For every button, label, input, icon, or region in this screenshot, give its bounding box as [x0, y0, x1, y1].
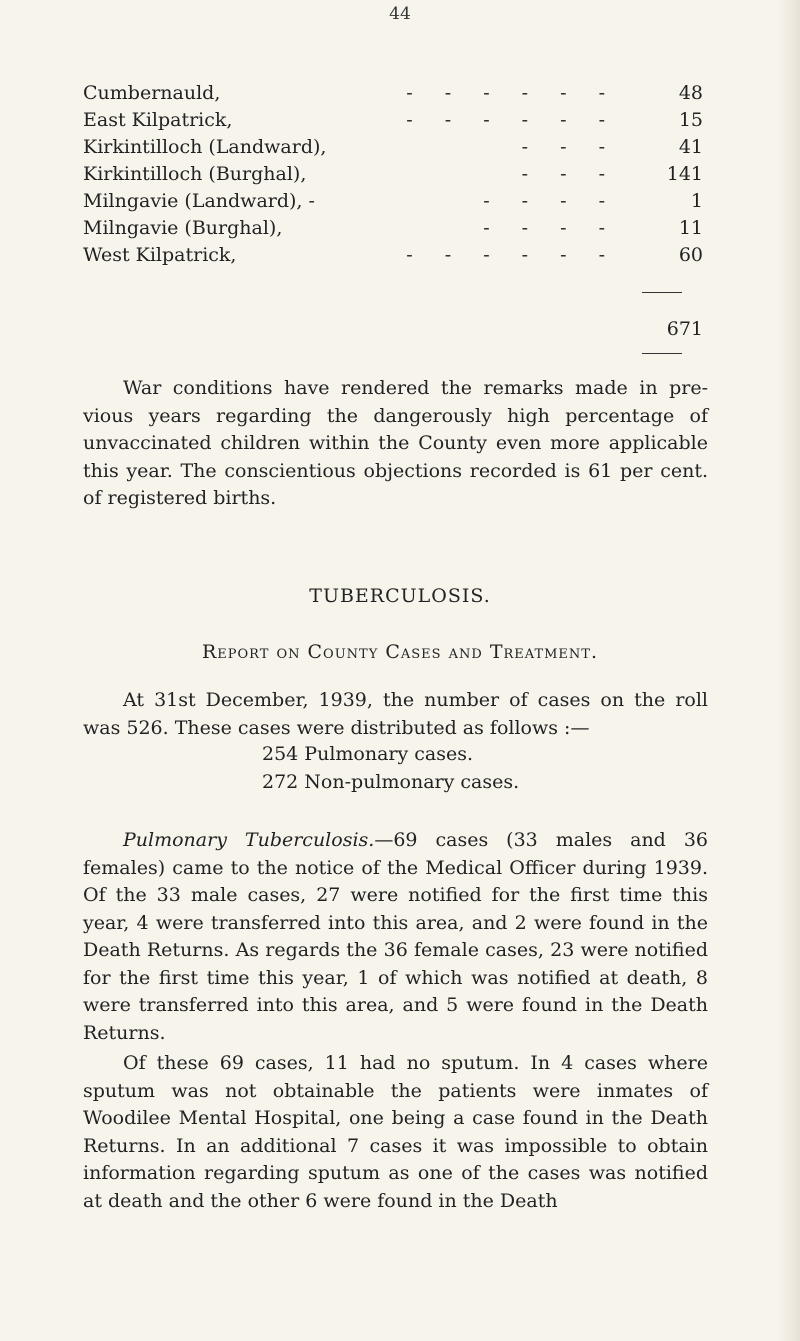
pulmonary-body: —69 cases (33 males and 36 females) came to the notice of the Medical Officer during 1939. Of the 33 male cases, 27 were notified for the first time this year, 4 were transferred into this area, and 2 were found in the Death Returns. As regards the 36 female cases, 23 were notified for the first time this year, 1 of which was notified at death, 8 were transferred into this area, and 5 were found in the Death Returns. — [83, 829, 708, 1044]
non-pulmonary-cases-line: 272 Non-pulmonary cases. — [262, 771, 520, 793]
table-row — [83, 80, 703, 107]
table-row — [83, 161, 703, 188]
place-name: Milngavie (Burghal), — [83, 217, 283, 239]
leader-dashes: - - - - — [483, 190, 618, 212]
table-row — [83, 107, 703, 134]
table-row — [83, 242, 703, 269]
place-name: Cumbernauld, — [83, 82, 221, 104]
leader-dashes: - - - - — [483, 217, 618, 239]
sputum-paragraph: Of these 69 cases, 11 had no sputum. In 4 cases where sputum was not obtainable the patients were inmates of Woodilee Mental Hospital, one being a case found in the Death Returns. In an additional 7 cases it was impossible to obtain information regarding sputum as one of the cases was notified at death and the other 6 were found in the Death — [83, 1052, 708, 1212]
pulmonary-cases-line: 254 Pulmonary cases. — [262, 743, 474, 765]
section-subheading: Report on County Cases and Treatment. — [201, 641, 599, 663]
case-count: 141 — [666, 163, 703, 185]
leader-dashes: - - - - - - — [406, 82, 618, 104]
leader-dashes: - - - - - - — [406, 244, 618, 266]
case-count: 11 — [678, 217, 703, 239]
place-name: Kirkintilloch (Burghal), — [83, 163, 307, 185]
section-heading: TUBERCULOSIS. — [309, 585, 491, 607]
table-row — [83, 215, 703, 242]
total-rule-top — [642, 292, 682, 293]
total-rule-bottom — [642, 353, 682, 354]
case-count: 48 — [678, 82, 703, 104]
table-row — [83, 188, 703, 215]
leader-dashes: - - - - - - — [406, 109, 618, 131]
case-count: 60 — [678, 244, 703, 266]
case-count: 41 — [678, 136, 703, 158]
place-name: Kirkintilloch (Landward), — [83, 136, 327, 158]
total-count: 671 — [666, 318, 703, 340]
place-name: East Kilpatrick, — [83, 109, 233, 131]
table-row — [83, 134, 703, 161]
war-conditions-paragraph: War conditions have rendered the remarks made in pre- vious years regarding the dangerously high percentage of unvaccinated children within the County even more applicable this year. The conscientious objections recorded is 61 per cent. of registered births. — [83, 377, 708, 509]
page-number: 44 — [389, 4, 411, 24]
district-cases-table — [83, 80, 703, 269]
case-count: 15 — [678, 109, 703, 131]
pulmonary-tuberculosis-paragraph — [83, 827, 708, 1047]
case-count: 1 — [690, 190, 703, 212]
leader-dashes: - - - — [521, 136, 618, 158]
roll-paragraph: At 31st December, 1939, the number of cases on the roll was 526. These cases were distributed as follows :— — [83, 689, 708, 739]
leader-dashes: - - - — [521, 163, 618, 185]
place-name: West Kilpatrick, — [83, 244, 237, 266]
place-name: Milngavie (Landward), - — [83, 190, 315, 212]
pulmonary-title: Pulmonary Tuberculosis. — [123, 829, 375, 851]
page-edge-shadow — [778, 0, 800, 1341]
